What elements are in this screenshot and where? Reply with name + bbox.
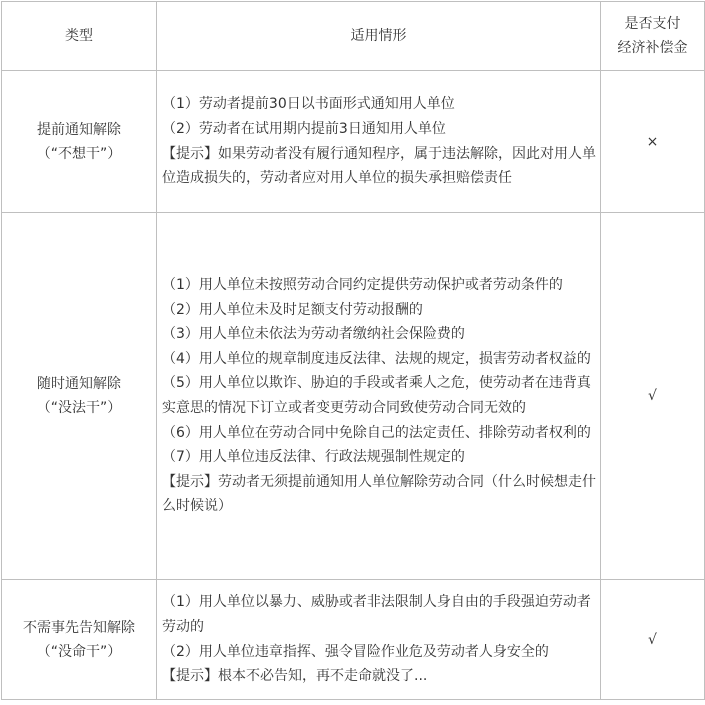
- type-cell: [2, 71, 157, 213]
- type-name: 随时通知解除: [37, 376, 121, 392]
- type-cell: [2, 580, 157, 700]
- situation-item: （2）劳动者在试用期内提前3日通知用人单位: [162, 120, 446, 137]
- compensation-mark: √: [601, 213, 705, 580]
- header-compensation: [601, 2, 705, 71]
- situation-item: （1）用人单位以暴力、威胁或者非法限制人身自由的手段强迫劳动者劳动的: [162, 594, 591, 635]
- situation-item: （2）用人单位违章指挥、强令冒险作业危及劳动者人身安全的: [162, 643, 549, 660]
- situation-item: （5）用人单位以欺诈、胁迫的手段或者乘人之危，使劳动者在违背真实意思的情况下订立或者变更劳动合同致使劳动合同无效的: [162, 375, 591, 416]
- situation-item: （6）用人单位在劳动合同中免除自己的法定责任、排除劳动者权利的: [162, 424, 591, 441]
- termination-table: [1, 1, 705, 700]
- situation-cell: [157, 580, 601, 700]
- situation-cell: [157, 71, 601, 213]
- situation-item: （4）用人单位的规章制度违反法律、法规的规定，损害劳动者权益的: [162, 350, 591, 367]
- type-cell: [2, 213, 157, 580]
- compensation-mark: ×: [601, 71, 705, 213]
- header-type: 类型: [2, 2, 157, 71]
- table-row-no-notice: [2, 580, 705, 700]
- compensation-mark: √: [601, 580, 705, 700]
- situation-item: （3）用人单位未依法为劳动者缴纳社会保险费的: [162, 326, 465, 343]
- type-nickname: （“没法干”）: [36, 400, 122, 416]
- situation-tip: 【提示】根本不必告知，再不走命就没了...: [162, 668, 428, 685]
- situation-cell: [157, 213, 601, 580]
- header-situation: 适用情形: [157, 2, 601, 71]
- situation-item: （2）用人单位未及时足额支付劳动报酬的: [162, 301, 423, 318]
- situation-tip: 【提示】劳动者无须提前通知用人单位解除劳动合同（什么时候想走什么时候说）: [162, 473, 596, 515]
- header-compensation-line2: 经济补偿金: [617, 40, 688, 56]
- situation-item: （1）用人单位未按照劳动合同约定提供劳动保护或者劳动条件的: [162, 277, 563, 294]
- type-name: 提前通知解除: [37, 121, 121, 138]
- table-row-immediate-notice: [2, 213, 705, 580]
- situation-tip: 【提示】如果劳动者没有履行通知程序，属于违法解除，因此对用人单位造成损失的，劳动者应对用人单位的损失承担赔偿责任: [162, 145, 596, 187]
- situation-item: （1）劳动者提前30日以书面形式通知用人单位: [162, 96, 455, 113]
- header-compensation-line1: 是否支付: [624, 16, 681, 32]
- table-row-advance-notice: [2, 71, 705, 213]
- type-nickname: （“没命干”）: [36, 643, 122, 660]
- situation-item: （7）用人单位违反法律、行政法规强制性规定的: [162, 449, 465, 466]
- type-name: 不需事先告知解除: [23, 619, 135, 636]
- header-row: [2, 2, 705, 71]
- type-nickname: （“不想干”）: [36, 145, 122, 162]
